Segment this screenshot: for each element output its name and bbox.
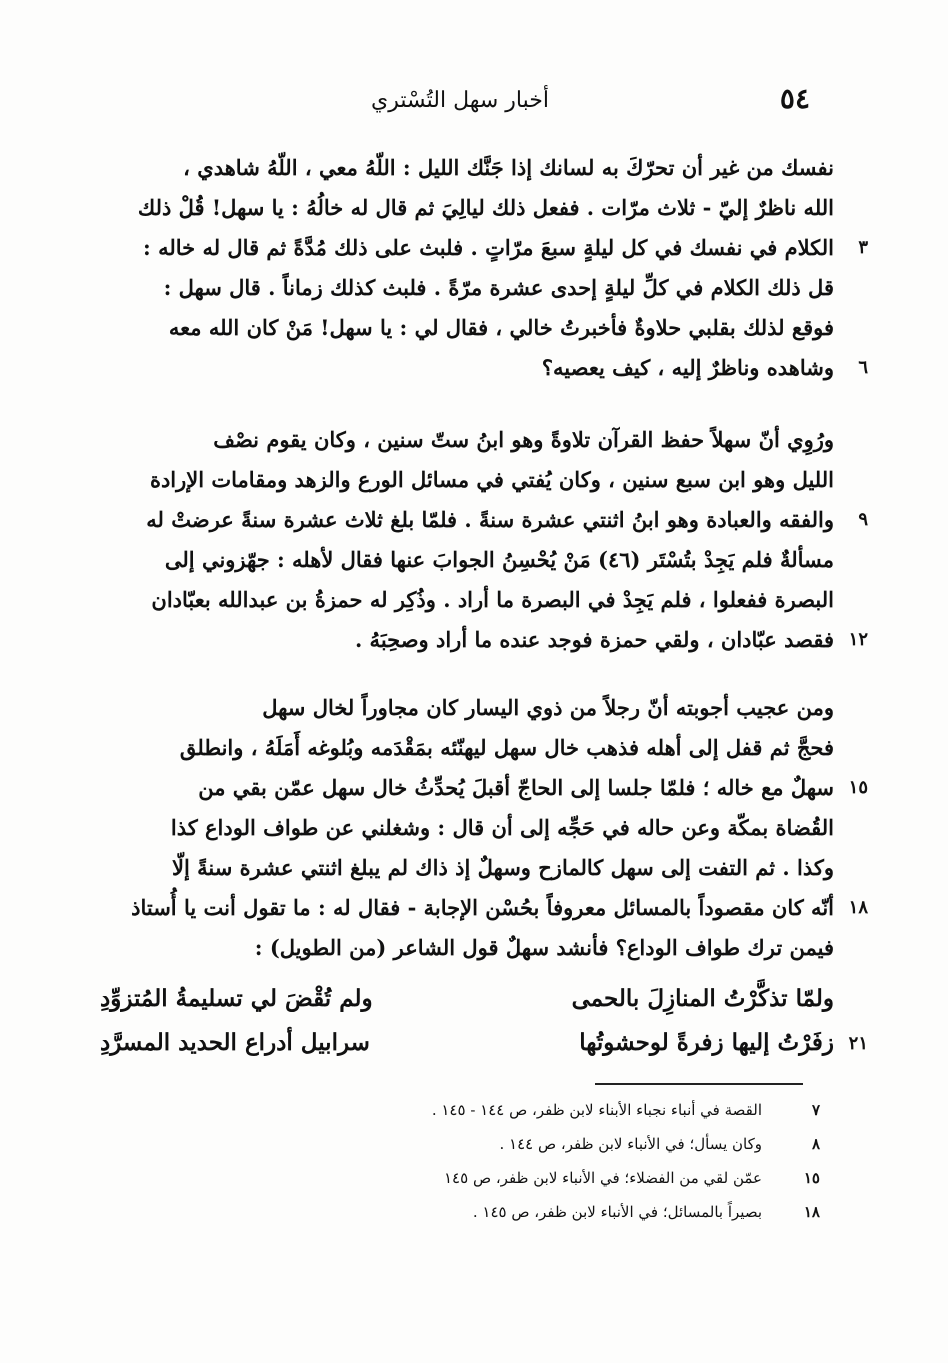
line-text: القُضاة بمكّة وعن حاله في حَجِّه إلى أن قال : وشغلني عن طواف الوداع كذا [170, 815, 834, 840]
running-title: أخبار سهل التُسْتري [371, 88, 549, 113]
text-line [100, 580, 842, 620]
text-line [100, 348, 868, 388]
text-line [100, 308, 842, 348]
line-number: ١٨ [848, 897, 868, 918]
text-line [100, 420, 842, 460]
footnote [240, 1130, 820, 1164]
footnote-number: ٨ [811, 1135, 820, 1153]
line-text: مسألةٌ فلم يَجِدْ بتُسْتَر (٤٦) مَنْ يُحْسِنُ الجوابَ عنها فقال لأهله : جهّزوني إلى [164, 547, 834, 572]
line-text: وشاهده وناظرٌ إليه ، كيف يعصيه؟ [541, 355, 834, 380]
text-line [100, 268, 842, 308]
verse-first-hemistich: زفَرْتُ إليها زفرةً لوحشوتُها [579, 1029, 834, 1056]
line-text: نفسك من غير أن تحرّكَ به لسانك إذا جَنَّك الليل : اللّهُ معي ، اللّهُ شاهدي ، [183, 155, 834, 180]
paragraph-1 [100, 148, 868, 388]
line-number: ١٢ [848, 629, 868, 650]
paragraph-3 [100, 688, 868, 968]
line-text: فوقع لذلك بقلبي حلاوةٌ فأخبرتُ خالي ، فقال لي : يا سهل! مَنْ كان الله معه [168, 315, 834, 340]
footnote-number: ١٥ [803, 1169, 820, 1187]
line-number: ٦ [858, 357, 868, 378]
line-text: الليل وهو ابن سبع سنين ، وكان يُفتي في مسائل الورع والزهد ومقامات الإرادة [149, 467, 834, 492]
footnote [240, 1096, 820, 1130]
text-line [100, 500, 868, 540]
line-text: الكلام في نفسك في كل ليلةٍ سبعَ مرّاتٍ . فلبث على ذلك مُدَّةً ثم قال له خاله : [143, 235, 834, 260]
text-line [100, 460, 842, 500]
line-number: ١٥ [848, 777, 868, 798]
page-header [110, 78, 810, 128]
poem [100, 985, 868, 1073]
footnote-number: ٧ [811, 1101, 820, 1119]
footnote-text: وكان يسأل؛ في الأنباء لابن ظفر، ص ١٤٤ . [499, 1135, 762, 1153]
verse-second-hemistich: ولم تُقْضَ لي تسليمةُ المُتزوِّدِ [100, 985, 373, 1012]
line-text: وكذا . ثم التفت إلى سهل كالمازح وسهلٌ إذ ذاك لم يبلغ اثنتي عشرة سنةً إلّا [172, 855, 834, 880]
line-text: البصرة ففعلوا ، فلم يَجِدْ في البصرة ما أراد . وذُكِر له حمزةُ بن عبدالله بعبّادان [151, 587, 834, 612]
line-text: فقصد عبّادان ، ولقي حمزة فوجد عنده ما أراد وصحِبَهُ . [354, 627, 834, 652]
line-text: فيمن ترك طواف الوداع؟ فأنشد سهلٌ قول الشاعر (من الطويل) : [254, 935, 834, 960]
text-line [100, 808, 842, 848]
footnote [240, 1164, 820, 1198]
paragraph-2 [100, 420, 868, 660]
verse-first-hemistich: ولمّا تذكَّرْتُ المنازِلَ بالحمى [571, 985, 834, 1012]
line-number: ٩ [858, 509, 868, 530]
verse-line [100, 985, 842, 1029]
line-text: فحجَّ ثم قفل إلى أهله فذهب خال سهل ليهنّئه بمَقْدَمه وبُلوغه أَمَلَهُ ، وانطلق [179, 735, 834, 760]
verse-line [100, 1029, 868, 1073]
text-line [100, 228, 868, 268]
verse-second-hemistich: سرابيل أدراع الحديد المسرَّدِ [100, 1029, 370, 1056]
footnote-text: بصيراً بالمسائل؛ في الأنباء لابن ظفر، ص ١٤٥ . [472, 1203, 762, 1221]
line-number: ٣ [858, 237, 868, 258]
line-text: ومن عجيب أجوبته أنّ رجلاً من ذوي اليسار كان مجاوراً لخال سهل [262, 695, 834, 720]
footnote-number: ١٨ [803, 1203, 820, 1221]
text-line [100, 728, 842, 768]
text-line [100, 188, 842, 228]
line-text: والفقه والعبادة وهو ابنُ اثنتي عشرة سنةً . فلمّا بلغ ثلاث عشرة سنةً عرضتْ له [146, 507, 834, 532]
footnote-separator [595, 1083, 803, 1085]
line-text: قل ذلك الكلام في كلِّ ليلةٍ إحدى عشرة مرّةً . فلبث كذلك زماناً . قال سهل : [163, 275, 834, 300]
line-text: أنّه كان مقصوداً بالمسائل معروفاً بحُسْن الإجابة - فقال له : ما تقول أنت يا أُستاذ [131, 895, 834, 920]
text-line [100, 848, 842, 888]
text-line [100, 688, 842, 728]
footnotes [240, 1096, 820, 1232]
line-text: سهلٌ مع خاله ؛ فلمّا جلسا إلى الحاجّ أقبلَ يُحدِّثُ خال سهل عمّن بقي من [198, 775, 834, 800]
text-line [100, 620, 868, 660]
text-line [100, 540, 842, 580]
line-text: ورُوِي أنّ سهلاً حفظ القرآن تلاوةً وهو ابنُ ستّ سنين ، وكان يقوم نصْف [213, 427, 834, 452]
text-line [100, 928, 842, 968]
footnote-text: القصة في أنباء نجباء الأبناء لابن ظفر، ص ١٤٤ - ١٤٥ . [431, 1101, 762, 1119]
page-number: ٥٤ [779, 82, 810, 115]
line-number: ٢١ [848, 1033, 868, 1054]
footnote [240, 1198, 820, 1232]
text-line [100, 148, 842, 188]
footnote-text: عمّن لقي من الفضلاء؛ في الأنباء لابن ظفر، ص ١٤٥ [444, 1169, 762, 1187]
line-text: الله ناظرٌ إليّ - ثلاث مرّات . ففعل ذلك ليالِيَ ثم قال له خالُهُ : يا سهل! قُلْ ذلك [137, 195, 834, 220]
text-line [100, 888, 868, 928]
text-line [100, 768, 868, 808]
